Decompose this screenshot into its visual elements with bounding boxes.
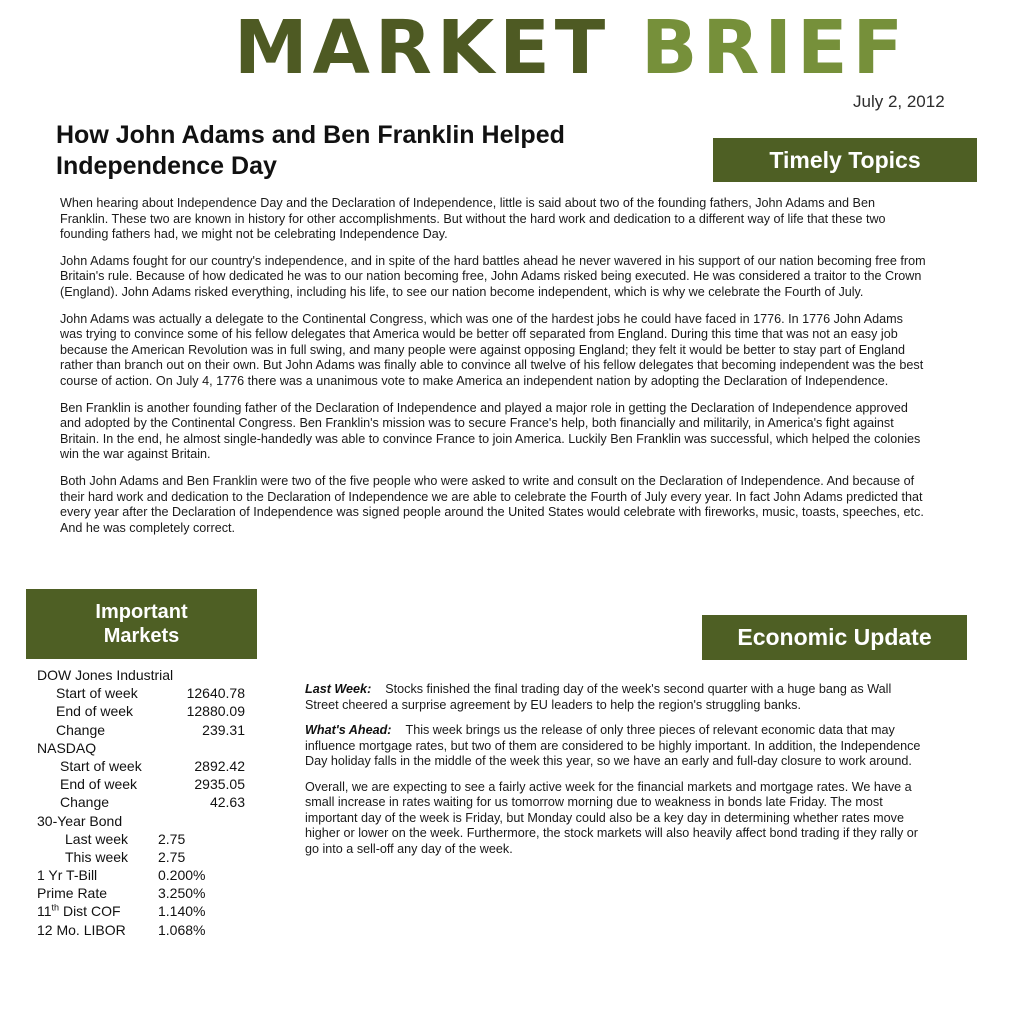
nasdaq-name: NASDAQ: [37, 739, 97, 756]
important-markets-banner: [26, 589, 257, 659]
important-markets-title-line1: Important: [95, 601, 188, 623]
dow-change-row: [37, 721, 267, 739]
economic-update-body: [305, 682, 925, 867]
economic-last-week: [305, 682, 925, 713]
dow-end-row: [37, 702, 267, 720]
last-week-label: Last Week:: [305, 682, 372, 696]
nasdaq-heading-row: [37, 739, 267, 757]
tbill-label: 1 Yr T-Bill: [37, 867, 98, 884]
prime-value: 3.250%: [158, 885, 206, 902]
dow-heading-row: [37, 666, 267, 684]
tbill-value: 0.200%: [158, 867, 206, 884]
libor-label: 12 Mo. LIBOR: [37, 921, 126, 938]
article-headline: How John Adams and Ben Franklin Helped Independence Day: [56, 121, 565, 180]
bond-name: 30-Year Bond: [37, 812, 123, 829]
prime-label: Prime Rate: [37, 885, 108, 902]
issue-date: July 2, 2012: [853, 92, 945, 111]
whats-ahead-label: What's Ahead:: [305, 723, 392, 737]
bond-heading-row: [37, 812, 267, 830]
article-body: [60, 196, 926, 547]
nasdaq-change-value: 42.63: [209, 794, 245, 811]
cof-label-suffix: Dist COF: [59, 903, 121, 920]
libor-value: 1.068%: [158, 921, 206, 938]
bond-this-value: 2.75: [158, 848, 186, 865]
masthead-market: MARKET: [234, 5, 611, 91]
nasdaq-start-label: Start of week: [60, 757, 142, 774]
nasdaq-end-row: [37, 775, 267, 793]
bond-last-label: Last week: [65, 830, 129, 847]
libor-row: [37, 921, 267, 939]
dow-change-label: Change: [56, 721, 106, 738]
dow-end-value: 12880.09: [186, 703, 245, 720]
masthead-title: [234, 5, 909, 91]
bond-last-value: 2.75: [158, 830, 186, 847]
nasdaq-end-value: 2935.05: [194, 776, 245, 793]
dow-start-row: [37, 684, 267, 702]
bond-last-row: [37, 830, 267, 848]
economic-overall: Overall, we are expecting to see a fairly active week for the financial markets and mortgage rates. We have a small increase in rates waiting for us tomorrow morning due to weakness in bonds late Friday. The most important day of the week is Friday, but Monday could also be a key day in determining whether rates move higher or lower on the week. Furthermore, the stock markets will also heavily affect bond trading if they rally or go into a sell-off any day of the week.: [305, 779, 918, 856]
tbill-row: [37, 866, 267, 884]
nasdaq-start-row: [37, 757, 267, 775]
timely-topics-banner: Timely Topics: [713, 138, 977, 182]
cof-label-prefix: 11: [37, 903, 52, 920]
article-paragraph: John Adams fought for our country's independence, and in spite of the hard battles ahead he never wavered in his support of our nation becoming free from Britain's rule. Because of how dedicated he was to our nation becoming free, John Adams risked being executed. He was considered a traitor to the Crown (England). John Adams risked everything, including his life, to see our nation become independent, which is why we celebrate the Fourth of July.: [60, 253, 926, 299]
economic-update-banner: Economic Update: [702, 615, 967, 660]
article-paragraph: Both John Adams and Ben Franklin were two of the five people who were asked to write and consult on the Declaration of Independence. And because of their hard work and dedication to the Declaration of Independence we are able to celebrate the Fourth of July every year. In fact John Adams predicted that every year after the Declaration of Independence was signed people around the United States would celebrate with fireworks, music, toasts, speeches, etc. And he was completely correct.: [60, 473, 924, 535]
dow-end-label: End of week: [56, 703, 134, 720]
article-paragraph: Ben Franklin is another founding father of the Declaration of Independence and played a major role in getting the Declaration of Independence approved and adopted by the Continental Congress. Ben Franklin's mission was to secure France's help, both financially and militarily, in America's fight against Britain. In the end, he almost single-handedly was able to convince France to join America. Luckily Ben Franklin was successful, which helped the colonies win the war against Britain.: [60, 400, 921, 462]
masthead-brief: BRIEF: [641, 5, 909, 91]
economic-whats-ahead: [305, 723, 925, 770]
nasdaq-change-row: [37, 793, 267, 811]
article-paragraph: John Adams was actually a delegate to the Continental Congress, which was one of the hardest jobs he could have faced in 1776. In 1776 John Adams was trying to convince some of his fellow delegates that America would be better off separated from England. During this time that was not an easy job because the American Revolution was in full swing, and many people were against opposing England; they felt it would be better to stay part of England rather than branch out on their own. But John Adams was finally able to convince all twelve of his fellow delegates that becoming independent was the best course of action. On July 4, 1776 there was a unanimous vote to make America an independent nation by adopting the Declaration of Independence.: [60, 311, 924, 388]
bond-this-label: This week: [65, 848, 129, 865]
bond-this-row: [37, 848, 267, 866]
cof-label-sup: th: [51, 902, 60, 913]
nasdaq-end-label: End of week: [60, 776, 138, 793]
nasdaq-change-label: Change: [60, 794, 110, 811]
cof-label: [37, 902, 121, 920]
markets-table: [37, 666, 267, 939]
nasdaq-start-value: 2892.42: [194, 757, 245, 774]
cof-value: 1.140%: [158, 903, 206, 920]
dow-name: DOW Jones Industrial: [37, 667, 174, 683]
cof-row: [37, 902, 267, 920]
dow-start-label: Start of week: [56, 685, 138, 702]
dow-change-value: 239.31: [202, 721, 245, 738]
article-paragraph: When hearing about Independence Day and the Declaration of Independence, little is said about two of the founding fathers, John Adams and Ben Franklin. These two are known in history for other accomplishments. But without the hard work and dedication to a different way of life that these two founding fathers had, we might not be celebrating Independence Day.: [60, 196, 886, 242]
important-markets-title-line2: Markets: [103, 625, 180, 647]
prime-row: [37, 884, 267, 902]
last-week-text: Stocks finished the final trading day of the week's second quarter with a huge bang as Wall Street cheered a surprise agreement by EU leaders to help the region's struggling banks.: [305, 682, 892, 712]
dow-start-value: 12640.78: [186, 685, 245, 702]
whats-ahead-text: This week brings us the release of only three pieces of relevant economic data that may influence mortgage rates, but two of them are considered to be highly important. In addition, the Independence Day holiday falls in the middle of the week this year, so we have an early and full-day closure to work around.: [305, 723, 921, 768]
